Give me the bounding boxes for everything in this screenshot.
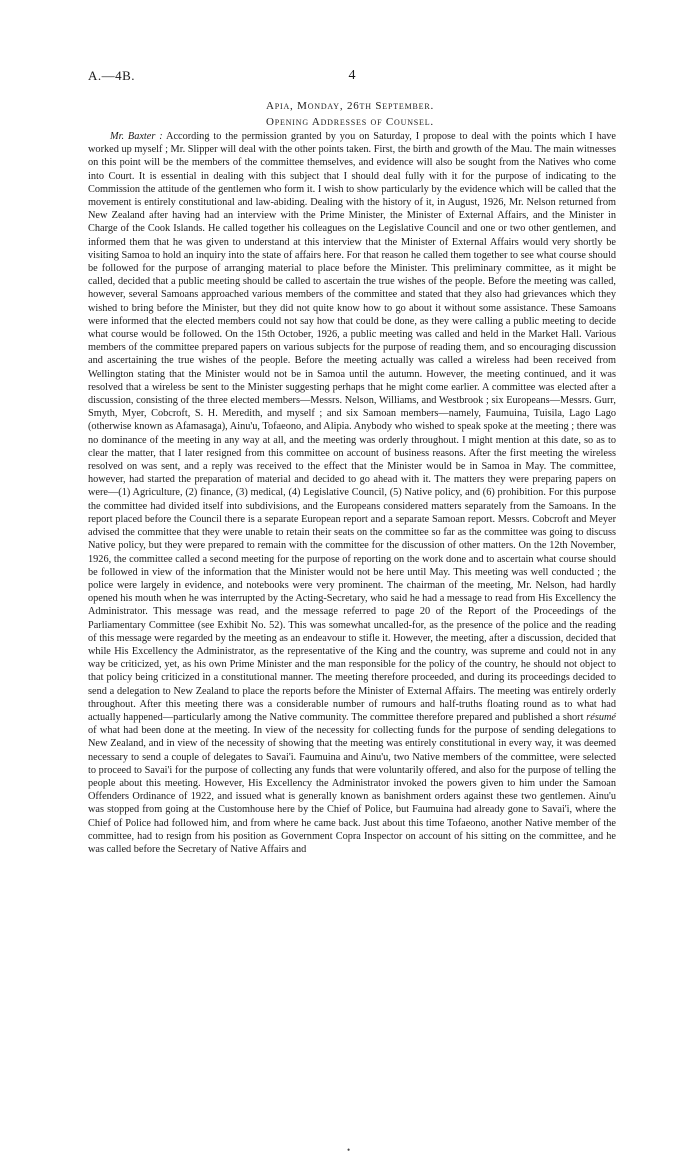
paragraph-text-part2: of what had been done at the meeting. In view of the necessity for collecting funds for the purpose of sending delegations to New Zealand, and in view of the necessity of showing that the meeting was entirely constitutional in every way, it was deemed necessary to send a couple of delegates to Savai'i. Faumuina and Ainu'u, two Native members of the committee, were selected to proceed to Savai'i for the purpose of collecting any funds that were voluntarily offered, and also for the purpose of telling the people about this meeting. However, His Excellency the Administrator invoked the powers given to him under the Samoan Offenders Ordinance of 1922, and issued what is generally known as banishment orders against these two gentlemen. Ainu'u was stopped from going at the Customhouse here by the Chief of Police, but Faumuina had already gone to Savai'i, where the Chief of Police had followed him, and from where he came back. Just about this time Tofaeono, another Native member of the committee, had to resign from his position as Government Copra Inspector on account of his sitting on the committee, and he was called before the Secretary of Native Affairs and xyxy=(88,725,616,855)
speaker-name: Mr. Baxter : xyxy=(110,131,163,142)
footer-mark: • xyxy=(347,1145,351,1155)
document-reference: A.—4B. xyxy=(88,68,136,83)
date-heading: Apia, Monday, 26th September. xyxy=(265,100,435,112)
page-header xyxy=(88,68,616,86)
body-text xyxy=(88,130,616,856)
italic-word: résumé xyxy=(586,711,616,723)
paragraph-text-part1: According to the permission granted by you on Saturday, I propose to deal with the points which I have worked up myself ; Mr. Slipper will deal with the other points taken. First, the birth and growth of the Mau. The main witnesses on this point will be the members of the committee themselves, and evidence will also be sought from the Natives who come into Court. It is essential in dealing with this subject that I should deal fully with it for the purpose of indicating to the Commission the attitude of the gentlemen who form it. I wish to show particularly by the evidence which will be called that the movement is entirely constitutional and law-abiding. Dealing with the history of it, in August, 1926, Mr. Nelson returned from New Zealand after having had an interview with the Prime Minister, the Minister of External Affairs, and the Minister in Charge of the Cook Islands. He called together his colleagues on the Legislative Council and one or two other gentlemen, and informed them that he was given to understand at this interview that the Minister of External Affairs would very shortly be visiting Samoa to hold an inquiry into the state of affairs here. For that reason he called them together to see what course should be followed for the purpose of arranging material to place before the Minister. This preliminary committee, as it might be called, decided that a public meeting should be called to ascertain the true wishes of the people. Before the meeting was called, however, several Samoans approached various members of the committee and stated that they also had grievances which they wished to bring before the Minister, but they did not quite know how to go about it without some assistance. These Samoans were informed that the elected members could not say how that could be done, as they were calling a public meeting to decide what course would be followed. On the 15th October, 1926, a public meeting was called and held in the Market Hall. Various members of the committee prepared papers on various subjects for the purpose of reading them, and so encouraging discussion and ascertaining the true wishes of the people. Before the meeting actually was called a wireless had been received from Wellington stating that the Minister would not be in Samoa until the autumn. However, the meeting continued, and it was resolved that a wireless be sent to the Minister suggesting perhaps that he might come earlier. A committee was elected after a discussion, consisting of the three elected members—Messrs. Nelson, Williams, and Westbrook ; six Europeans—Messrs. Gurr, Smyth, Myer, Cobcroft, S. H. Meredith, and myself ; and six Samoan members—namely, Faumuina, Tuisila, Lago Lago (otherwise known as Afamasaga), Ainu'u, Tofaeono, and Alipia. Anybody who wished to speak spoke at the meeting ; there was no dominance of the meeting in any way at all, and the meeting was orderly throughout. I might mention at this date, so as to clear the matter, that I later resigned from this committee on account of business reasons. After the first meeting the wireless resolved on was sent, and a reply was received to the effect that the Minister would be in Samoa in May. The committee, however, had started the preparation of material and decided to go ahead with it. The matters they were preparing papers on were—(1) Agriculture, (2) finance, (3) medical, (4) Legislative Council, (5) Native policy, and (6) prohibition. For this purpose the committee had divided itself into subdivisions, and the Europeans considered matters separately from the Samoans. In the report placed before the Council there is a separate European report and a separate Samoan report. Messrs. Cobcroft and Meyer advised the committee that they were unable to retain their seats on the committee so far as the committee was going to discuss Native policy, but they were prepared to remain with the committee for the discussion of other matters. On the 12th November, 1926, the committee called a second meeting for the purpose of reporting on the work done and to ascertain what course should be followed in view of the information that the Minister would not be here until May. This meeting was well conducted ; the police were largely in evidence, and notebooks were very prominent. The chairman of the meeting, Mr. Nelson, had hardly opened his mouth when he was interrupted by the Acting-Secretary, who said he had a message to read from His Excellency the Administrator. This message was read, and the message referred to page 20 of the Report of the Proceedings of the Parliamentary Committee (see Exhibit No. 52). This was somewhat uncalled-for, as the presence of the police and the reading of this message were regarded by the meeting as an endeavour to stifle it. However, the meeting, after a discussion, decided that while His Excellency the Administrator, as the representative of the King and the country, was supreme and could not in any way be criticized, yet, as his own Prime Minister and the man responsible for the policy of the country, he should not object to that policy being criticized in a constitutional manner. The meeting therefore proceeded, and during its proceedings decided to send a delegation to New Zealand to place the reports before the Minister of External Affairs. The meeting was entirely orderly throughout. After this meeting there was a considerable number of rumours and half-truths floating round as to what had actually happened—particularly among the Native community. The committee therefore prepared and published a short xyxy=(88,131,617,723)
section-heading: Opening Addresses of Counsel. xyxy=(266,116,434,128)
paragraph xyxy=(88,130,616,856)
page-number: 4 xyxy=(348,68,356,83)
